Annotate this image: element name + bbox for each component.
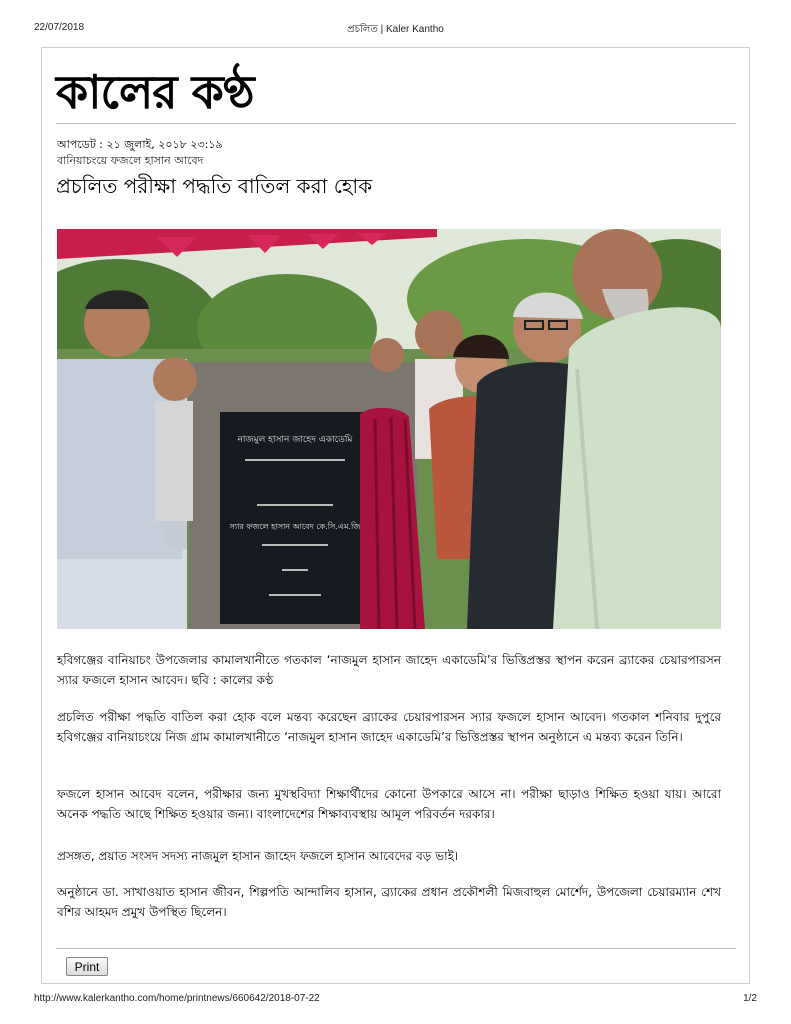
photo-caption: হবিগঞ্জের বানিয়াচং উপজেলার কামালখানীতে গতকাল ‘নাজমুল হাসান জাহেদ একাডেমি’র ভিত্তিপ্রস্তর স্থাপন করেন ব্র্যাকের চেয়ারপারসন স্যার ফজলে হাসান আবেদ। ছবি : কালের কণ্ঠ: [57, 653, 721, 687]
plaque-text-2: স্যার ফজলে হাসান আবেদ কে.সি.এম.জি: [229, 522, 361, 531]
divider: [56, 948, 736, 949]
newspaper-logo: কালের কণ্ঠ: [56, 65, 254, 119]
updated-timestamp: আপডেট : ২১ জুলাই, ২০১৮ ২৩:১৯: [57, 138, 223, 151]
article-paragraph-2: ফজলে হাসান আবেদ বলেন, পরীক্ষার জন্য মুখস্থবিদ্যা শিক্ষার্থীদের কোনো উপকারে আসে না। পরীক্ষা ছাড়াও শিক্ষিত হওয়া যায়। আরো অনেক পদ্ধতি আছে শিক্ষিত হওয়ার জন্য। বাংলাদেশের শিক্ষাব্যবস্থায় আমূল পরিবর্তন দরকার।: [57, 787, 721, 821]
article-paragraph-3: প্রসঙ্গত, প্রয়াত সংসদ সদস্য নাজমুল হাসান জাহেদ ফজলে হাসান আবেদের বড় ভাই।: [57, 849, 459, 863]
plaque-text-1: নাজমুল হাসান জাহেদ একাডেমি: [237, 435, 353, 445]
print-page-title: প্রচলিত | Kaler Kantho: [347, 24, 444, 35]
article-paragraph-4: অনুষ্ঠানে ডা. সাখাওয়াত হাসান জীবন, শিল্পপতি আন্দালিব হাসান, ব্র্যাকের প্রধান প্রকৌশলী মিজবাহুল মোর্শেদ, উপজেলা চেয়ারম্যান শেখ বশির আহমদ প্রমুখ উপস্থিত ছিলেন।: [57, 885, 721, 919]
page-number: 1/2: [743, 993, 757, 1004]
article-subhead: বানিয়াচংয়ে ফজলে হাসান আবেদ: [57, 154, 204, 167]
divider: [56, 123, 736, 124]
article-headline: প্রচলিত পরীক্ষা পদ্ধতি বাতিল করা হোক: [56, 174, 373, 198]
print-button[interactable]: Print: [66, 957, 108, 976]
page-url: http://www.kalerkantho.com/home/printnews/660642/2018-07-22: [34, 993, 320, 1004]
article-photo: [57, 229, 721, 629]
print-date: 22/07/2018: [34, 22, 85, 33]
article-paragraph-1: প্রচলিত পরীক্ষা পদ্ধতি বাতিল করা হোক বলে মন্তব্য করেছেন ব্র্যাকের চেয়ারপারসন স্যার ফজলে হাসান আবেদ। গতকাল শনিবার দুপুরে হবিগঞ্জের বানিয়াচংয়ে নিজ গ্রাম কামালখানীতে ‘নাজমুল হাসান জাহেদ একাডেমি’র ভিত্তিপ্রস্তর স্থাপন অনুষ্ঠানে এ মন্তব্য করেন তিনি।: [57, 710, 721, 744]
